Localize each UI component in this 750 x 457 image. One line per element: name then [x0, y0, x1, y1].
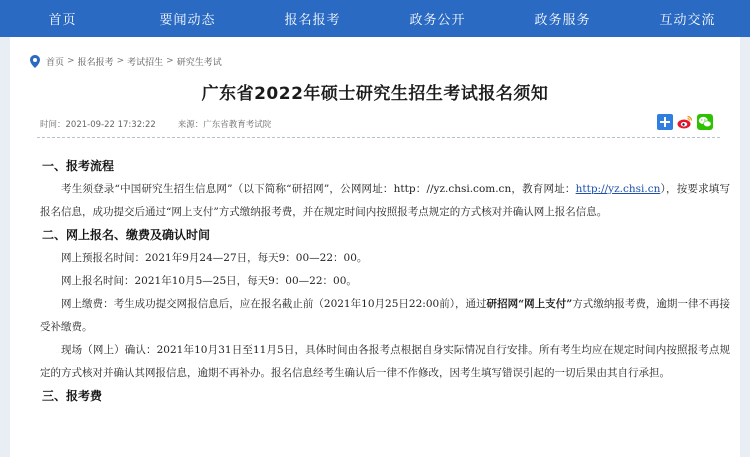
paragraph: 现场（网上）确认：2021年10月31日至11月5日，具体时间由各报考点根据自身实际情况自行安排。所有考生均应在规定时间内按照报考点规定的方式核对并确认其网报信息，逾期不再补办。报名信息经考生确认后一律不作修改，因考生填写错误引起的一切后果由其自行承担。 [40, 344, 730, 379]
share-bar [657, 114, 717, 130]
divider [37, 137, 720, 138]
text: 方式缴纳报考费，逾期一律不再接受补缴费。 [40, 298, 731, 333]
paragraph [40, 178, 730, 224]
text: 网上缴费：考生成功提交网报信息后，应在报名截止前（2021年10月25日22:00前），通过 [61, 298, 487, 310]
article-card [10, 37, 740, 457]
breadcrumb-home[interactable]: 首页 [46, 57, 65, 68]
nav-government-services[interactable]: 政务服务 [534, 13, 591, 28]
section-heading: 二、网上报名、缴费及确认时间 [42, 228, 211, 242]
breadcrumb-separator: > [166, 56, 174, 66]
nav-registration[interactable]: 报名报考 [284, 13, 341, 28]
breadcrumb-separator: > [67, 56, 75, 66]
text: 考生须登录“中国研究生招生信息网”（以下简称“研招网”，公网网址：http：//yz.chsi.com.cn，教育网址： [61, 183, 576, 195]
breadcrumb [30, 52, 222, 70]
text: ），按要求填写报名信息，成功提交后通过“网上支付”方式缴纳报考费，并在规定时间内按照报考点规定的方式核对并确认网上报名信息。 [40, 183, 731, 218]
top-nav [0, 0, 750, 37]
page-title: 广东省2022年硕士研究生招生考试报名须知 [201, 84, 549, 104]
paragraph [40, 293, 730, 339]
section-heading: 一、报考流程 [42, 159, 115, 173]
paragraph: 网上报名时间：2021年10月5—25日，每天9：00—22：00。 [61, 275, 357, 287]
breadcrumb-exam-admission[interactable]: 考试招生 [127, 57, 164, 68]
breadcrumb-separator: > [116, 56, 125, 66]
location-pin-icon [30, 55, 40, 68]
edu-network-link[interactable]: http://yz.chsi.cn [575, 183, 661, 195]
article-body [40, 155, 730, 408]
paragraph: 网上预报名时间：2021年9月24—27日，每天9：00—22：00。 [61, 252, 368, 264]
nav-interaction[interactable]: 互动交流 [659, 13, 716, 28]
nav-government-affairs[interactable]: 政务公开 [409, 13, 466, 28]
bold-text: 研招网“网上支付” [486, 298, 573, 310]
nav-news[interactable]: 要闻动态 [159, 13, 216, 28]
wechat-icon[interactable] [697, 114, 713, 130]
article-meta [40, 118, 293, 130]
nav-home[interactable]: 首页 [48, 13, 77, 28]
section-heading: 三、报考费 [42, 389, 103, 403]
weibo-icon[interactable] [677, 114, 693, 130]
breadcrumb-postgraduate-exam[interactable]: 研究生考试 [176, 57, 222, 68]
add-share-icon[interactable] [657, 114, 673, 130]
article-source: 来源：广东省教育考试院 [177, 120, 272, 130]
breadcrumb-registration[interactable]: 报名报考 [77, 57, 114, 68]
publish-time: 时间：2021-09-22 17:32:22 [40, 120, 156, 130]
